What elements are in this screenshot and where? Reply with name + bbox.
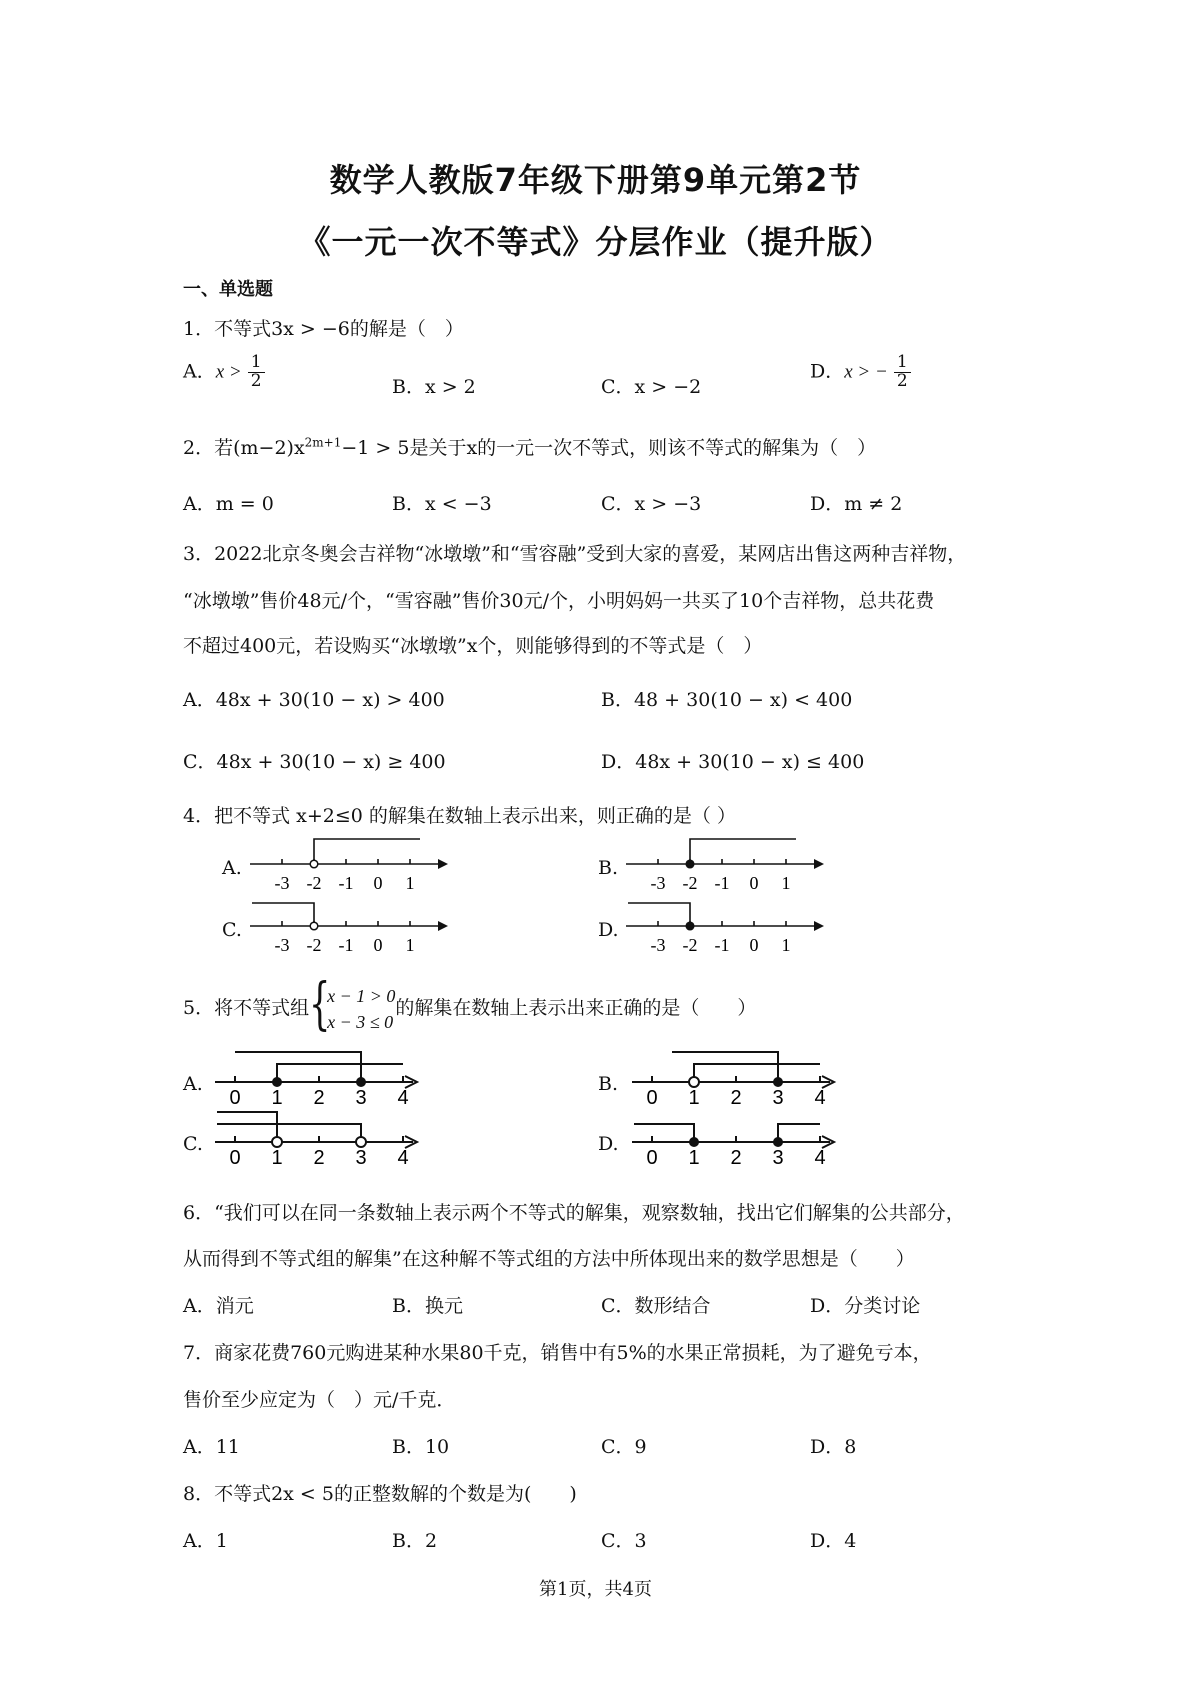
q4-option-d-label: D. (598, 919, 619, 941)
q2-option-d: D．m ≠ 2 (810, 493, 903, 515)
tick-label: 2 (730, 1087, 742, 1109)
tick-label: 1 (271, 1147, 283, 1169)
tick-label: 0 (373, 935, 383, 955)
q1-option-d-fraction (894, 354, 911, 391)
tick-label: 3 (355, 1087, 367, 1109)
question-3-line-1: 3．2022北京冬奥会吉祥物“冰墩墩”和“雪容融”受到大家的喜爱，某网店出售这两种吉祥物， (183, 543, 967, 565)
tick-label: 4 (397, 1147, 409, 1169)
q1-option-d (810, 354, 911, 391)
q3-option-d: D．48x + 30(10 − x) ≤ 400 (601, 751, 865, 773)
q5-stem-pre: 5．将不等式组 (183, 997, 310, 1020)
q8-option-a: A．1 (183, 1530, 228, 1552)
q4-option-d-number-line (626, 898, 826, 954)
tick-label: -2 (306, 935, 322, 955)
tick-label: 0 (229, 1147, 241, 1169)
tick-label: 2 (313, 1147, 325, 1169)
q4-option-c-number-line (250, 898, 450, 954)
q5-option-c-number-line (215, 1108, 425, 1169)
q5-option-c-label: C. (183, 1133, 203, 1155)
tick-label: -1 (714, 873, 730, 893)
tick-label: 4 (814, 1087, 826, 1109)
q2-option-b: B．x < −3 (392, 493, 492, 515)
q2-exponent: 2m+1 (304, 435, 342, 450)
q4-option-a-label: A. (222, 857, 242, 879)
fraction-numerator: 1 (248, 354, 265, 373)
tick-label: 0 (373, 873, 383, 893)
tick-label: -3 (650, 935, 666, 955)
tick-label: 0 (646, 1087, 658, 1109)
q5-system-row-1: x − 1 > 0 (327, 986, 396, 1006)
q2-stem-post: −1 > 5是关于x的一元一次不等式，则该不等式的解集为（ ） (341, 437, 877, 459)
tick-label: 1 (405, 873, 415, 893)
tick-label: 4 (814, 1147, 826, 1169)
q8-option-b: B．2 (392, 1530, 438, 1552)
tick-label: -1 (714, 935, 730, 955)
fraction-denominator: 2 (896, 370, 908, 391)
q4-option-c-label: C. (222, 919, 242, 941)
q7-option-c: C．9 (601, 1436, 647, 1458)
tick-label: 3 (772, 1147, 784, 1169)
tick-label: 1 (271, 1087, 283, 1109)
q5-option-a-number-line (215, 1048, 425, 1109)
q5-inequality-system (309, 972, 396, 1037)
tick-label: 0 (646, 1147, 658, 1169)
q1-option-a-lhs: x > (215, 361, 242, 383)
tick-label: 1 (405, 935, 415, 955)
q7-option-b: B．10 (392, 1436, 450, 1458)
q1-option-d-label: D． (810, 360, 845, 383)
question-3-line-2: “冰墩墩”售价48元/个，“雪容融”售价30元/个，小明妈妈一共买了10个吉祥物，总共花费 (183, 590, 935, 612)
tick-label: 2 (730, 1147, 742, 1169)
tick-label: 0 (749, 935, 759, 955)
q8-option-d: D．4 (810, 1530, 857, 1552)
q6-option-b: B．换元 (392, 1295, 463, 1317)
q5-stem-post: 的解集在数轴上表示出来正确的是（ ） (395, 997, 757, 1020)
tick-label: 1 (781, 873, 791, 893)
question-7-line-2: 售价至少应定为（ ）元/千克． (183, 1389, 456, 1411)
q7-option-a: A．11 (183, 1436, 240, 1458)
q5-option-d-label: D. (598, 1133, 619, 1155)
tick-label: 0 (749, 873, 759, 893)
question-1-stem: 1．不等式3x > −6的解是（ ） (183, 318, 464, 340)
tick-label: 3 (355, 1147, 367, 1169)
q1-option-a (183, 354, 265, 391)
page-subtitle: 《一元一次不等式》分层作业（提升版） (298, 223, 893, 261)
tick-label: -2 (306, 873, 322, 893)
brace-icon: { (309, 972, 331, 1037)
q1-option-b: B．x > 2 (392, 376, 476, 398)
q3-option-b: B．48 + 30(10 − x) < 400 (601, 689, 853, 711)
tick-label: -1 (338, 873, 354, 893)
question-5-stem (183, 972, 757, 1037)
q1-option-a-fraction (248, 354, 265, 391)
q5-option-a-label: A. (183, 1073, 203, 1095)
q2-stem-pre: 2．若(m−2)x (183, 437, 305, 459)
question-3-line-3: 不超过400元，若设购买“冰墩墩”x个，则能够得到的不等式是（ ） (183, 635, 763, 657)
q8-option-c: C．3 (601, 1530, 647, 1552)
q4-option-b-label: B. (598, 857, 619, 879)
q7-option-d: D．8 (810, 1436, 857, 1458)
tick-label: 3 (772, 1087, 784, 1109)
question-4-stem: 4．把不等式 x+2≤0 的解集在数轴上表示出来，则正确的是（ ） (183, 805, 736, 827)
q4-option-a-number-line (250, 836, 450, 892)
q5-option-b-label: B. (598, 1073, 619, 1095)
q2-option-a: A．m = 0 (183, 493, 274, 515)
q3-option-a: A．48x + 30(10 − x) > 400 (183, 689, 445, 711)
q1-option-d-lhs: x > − (844, 361, 888, 383)
page-title: 数学人教版7年级下册第9单元第2节 (329, 161, 862, 199)
tick-label: -1 (338, 935, 354, 955)
q6-option-d: D．分类讨论 (810, 1295, 921, 1317)
q3-option-c: C．48x + 30(10 − x) ≥ 400 (183, 751, 446, 773)
q5-option-d-number-line (632, 1108, 842, 1169)
tick-label: 1 (688, 1087, 700, 1109)
tick-label: 1 (688, 1147, 700, 1169)
fraction-numerator: 1 (894, 354, 911, 373)
tick-label: 2 (313, 1087, 325, 1109)
question-7-line-1: 7．商家花费760元购进某种水果80千克，销售中有5%的水果正常损耗，为了避免亏本， (183, 1342, 932, 1364)
question-6-line-1: 6．“我们可以在同一条数轴上表示两个不等式的解集，观察数轴，找出它们解集的公共部分， (183, 1202, 965, 1224)
section-heading: 一、单选题 (183, 279, 273, 300)
fraction-denominator: 2 (250, 370, 262, 391)
tick-label: 0 (229, 1087, 241, 1109)
question-2-stem (183, 433, 876, 460)
tick-label: 1 (781, 935, 791, 955)
q6-option-a: A．消元 (183, 1295, 254, 1317)
q1-option-a-label: A． (183, 360, 216, 383)
tick-label: 4 (397, 1087, 409, 1109)
q5-option-b-number-line (632, 1048, 842, 1109)
tick-label: -2 (682, 873, 698, 893)
q2-option-c: C．x > −3 (601, 493, 702, 515)
tick-label: -2 (682, 935, 698, 955)
tick-label: -3 (274, 873, 290, 893)
question-6-line-2: 从而得到不等式组的解集”在这种解不等式组的方法中所体现出来的数学思想是（ ） (183, 1248, 915, 1270)
question-8-stem: 8．不等式2x < 5的正整数解的个数是为( ) (183, 1483, 577, 1505)
q1-option-c: C．x > −2 (601, 376, 702, 398)
q5-system-row-2: x − 3 ≤ 0 (327, 1012, 394, 1033)
page-footer: 第1页，共4页 (539, 1579, 652, 1600)
tick-label: -3 (274, 935, 290, 955)
q6-option-c: C．数形结合 (601, 1295, 711, 1317)
q4-option-b-number-line (626, 836, 826, 892)
tick-label: -3 (650, 873, 666, 893)
